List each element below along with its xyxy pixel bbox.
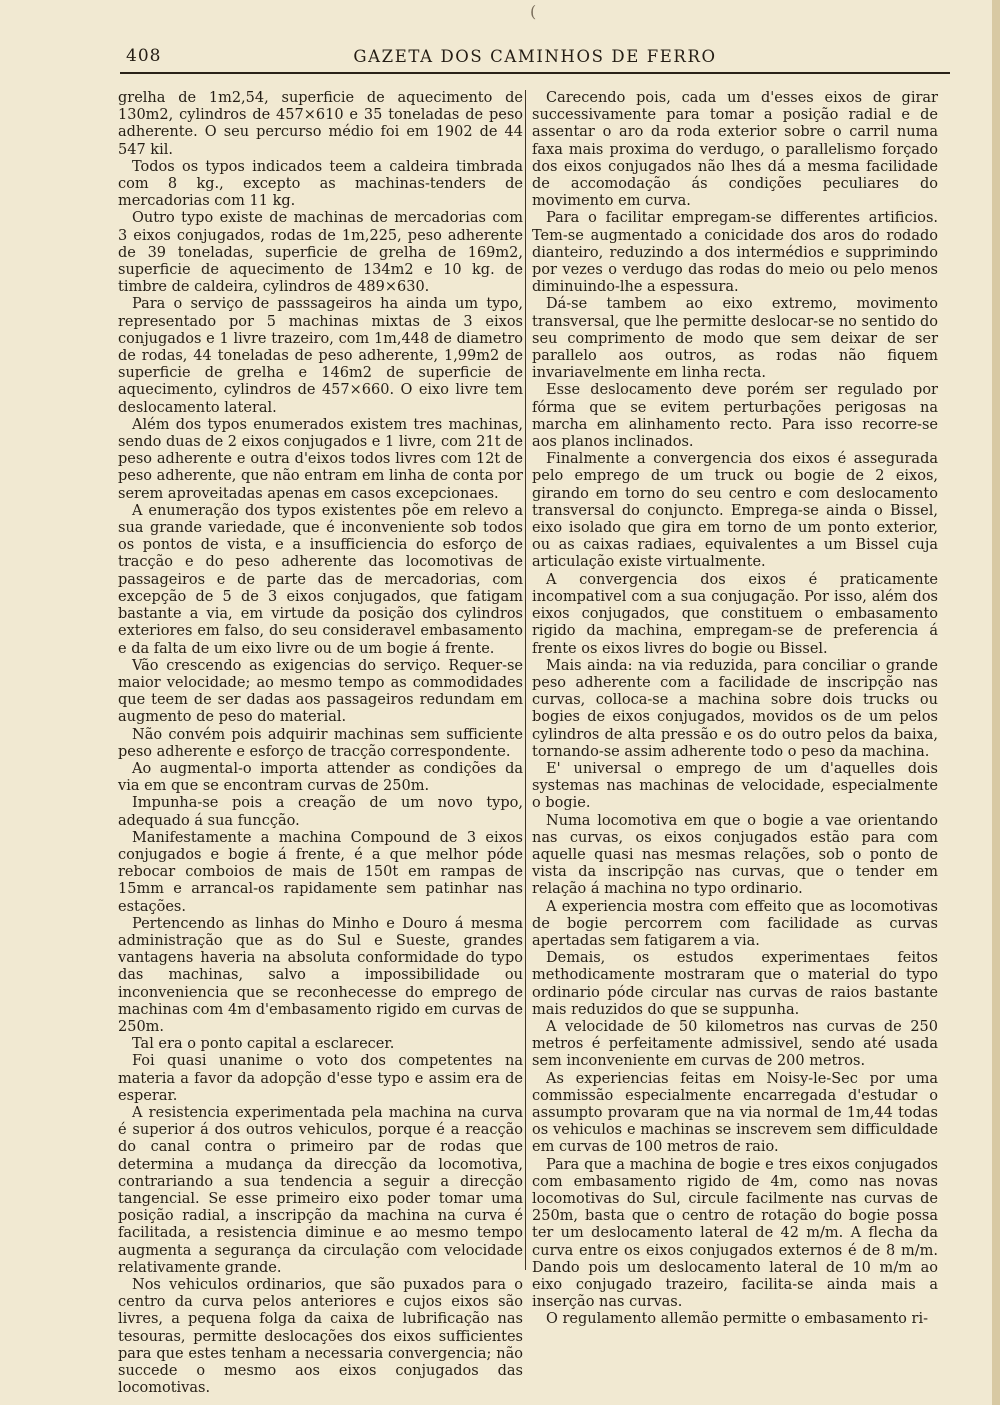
paragraph: grelha de 1m2,54, superficie de aquecimento de 130m2, cylindros de 457×610 e 35 toneladas de peso adherente. O seu percurso médio foi em 1902 de 44 547 kil. xyxy=(118,90,523,158)
paragraph: Pertencendo as linhas do Minho e Douro á mesma administração que as do Sul e Sueste, grandes vantagens haveria na absoluta conformidade do typo das machinas, salvo a impossibilidade ou inconveniencia que se reconhecesse do emprego de machinas com 4m d'embasamento rigido em curvas de 250m. xyxy=(118,915,523,1035)
paragraph: Foi quasi unanime o voto dos competentes na materia a favor da adopção d'esse typo e assim era de esperar. xyxy=(118,1053,523,1104)
paragraph: Vão crescendo as exigencias do serviço. Requer-se maior velocidade; ao mesmo tempo as commodidades que teem de ser dadas aos passageiros redundam em augmento de peso do material. xyxy=(118,657,523,726)
paragraph: Outro typo existe de machinas de mercadorias com 3 eixos conjugados, rodas de 1m,225, peso adherente de 39 toneladas, superficie de grelha de 169m2, superficie de aquecimento de 134m2 e 10 kg. de timbre de caldeira, cylindros de 489×630. xyxy=(118,210,523,296)
column-divider xyxy=(525,90,526,1270)
paragraph: As experiencias feitas em Noisy-le-Sec por uma commissão especialmente encarregada d'estudar o assumpto provaram que na via normal de 1m,44 todas os vehiculos e machinas se inscrevem sem difficuldade em curvas de 100 metros de raio. xyxy=(532,1070,938,1156)
paragraph: Dá-se tambem ao eixo extremo, movimento transversal, que lhe permitte deslocar-se no sentido do seu comprimento de modo que sem deixar de ser parallelo aos outros, as rodas não fiquem invariavelmente em linha recta. xyxy=(532,296,938,382)
paragraph: Para que a machina de bogie e tres eixos conjugados com embasamento rigido de 4m, como nas novas locomotivas do Sul, circule facilmente nas curvas de 250m, basta que o centro de rotação do bogie possa ter um deslocamento lateral de 42 m/m. A flecha da curva entre os eixos conjugados externos é de 8 m/m. Dando pois um deslocamento lateral de 10 m/m ao eixo conjugado trazeiro, facilita-se ainda mais a inserção nas curvas. xyxy=(532,1156,938,1311)
paragraph: E' universal o emprego de um d'aquelles dois systemas nas machinas de velocidade, especialmente o bogie. xyxy=(532,760,938,812)
paragraph: Impunha-se pois a creação de um novo typo, adequado á sua funcção. xyxy=(118,795,523,829)
paragraph: Manifestamente a machina Compound de 3 eixos conjugados e bogie á frente, é a que melhor póde rebocar comboios de mais de 150t em rampas de 15mm e arrancal-os rapidamente sem patinhar nas estações. xyxy=(118,829,523,915)
binding-mark: ( xyxy=(530,2,537,21)
paragraph: Carecendo pois, cada um d'esses eixos de girar successivamente para tomar a posição radial e de assentar o aro da roda exterior sobre o carril numa faxa mais proxima do verdugo, o parallelismo forçado dos eixos conjugados não lhes dá a mesma facilidade de accomodação ás condições peculiares do movimento em curva. xyxy=(532,90,938,210)
paragraph: A velocidade de 50 kilometros nas curvas de 250 metros é perfeitamente admissivel, sendo até usada sem inconveniente em curvas de 200 metros. xyxy=(532,1018,938,1070)
publication-title: GAZETA DOS CAMINHOS DE FERRO xyxy=(353,47,717,66)
paragraph: Finalmente a convergencia dos eixos é assegurada pelo emprego de um truck ou bogie de 2 eixos, girando em torno do seu centro e com deslocamento transversal do conjuncto. Emprega-se ainda o Bissel, eixo isolado que gira em torno de um ponto exterior, ou as caixas radiaes, equivalentes a um Bissel cuja articulação existe virtualmente. xyxy=(532,451,938,571)
paragraph: A resistencia experimentada pela machina na curva é superior á dos outros vehiculos, porque é a reacção do canal contra o primeiro par de rodas que determina a mudança da direcção da locomotiva, contrariando a sua tendencia a seguir a direcção tangencial. Se esse primeiro eixo poder tomar uma posição radial, a inscripção da machina na curva é facilitada, a resistencia diminue e ao mesmo tempo augmenta a segurança da circulação com velocidade relativamente grande. xyxy=(118,1104,523,1276)
paragraph: A experiencia mostra com effeito que as locomotivas de bogie percorrem com facilidade as curvas apertadas sem fatigarem a via. xyxy=(532,898,938,949)
paragraph: Para o facilitar empregam-se differentes artificios. Tem-se augmentado a conicidade dos aros do rodado dianteiro, reduzindo a dos intermédios e supprimindo por vezes o verdugo das rodas do meio ou pelo menos diminuindo-lhe a espessura. xyxy=(532,210,938,296)
right-column xyxy=(532,90,938,1329)
header-rule xyxy=(120,72,950,74)
paragraph: Para o serviço de passsageiros ha ainda um typo, representado por 5 machinas mixtas de 3 eixos conjugados e 1 livre trazeiro, com 1m,448 de diametro de rodas, 44 toneladas de peso adherente, 1,99m2 de superficie de grelha e 146m2 de superficie de aquecimento, cylindros de 457×660. O eixo livre tem deslocamento lateral. xyxy=(118,296,523,416)
paragraph: Mais ainda: na via reduzida, para conciliar o grande peso adherente com a facilidade de inscripção nas curvas, colloca-se a machina sobre dois trucks ou bogies de eixos conjugados, movidos os de um pelos cylindros de alta pressão e os do outro pelos da baixa, tornando-se assim adherente todo o peso da machina. xyxy=(532,657,938,760)
paragraph: Esse deslocamento deve porém ser regulado por fórma que se evitem perturbações perigosas na marcha em alinhamento recto. Para isso recorre-se aos planos inclinados. xyxy=(532,382,938,451)
paragraph: Demais, os estudos experimentaes feitos methodicamente mostraram que o material do typo ordinario póde circular nas curvas de raios bastante mais reduzidos do que se suppunha. xyxy=(532,950,938,1018)
running-header xyxy=(120,42,950,72)
paragraph: Não convém pois adquirir machinas sem sufficiente peso adherente e esforço de tracção correspondente. xyxy=(118,726,523,760)
paragraph: Tal era o ponto capital a esclarecer. xyxy=(132,1036,395,1053)
page-number: 408 xyxy=(126,46,162,66)
paragraph: Nos vehiculos ordinarios, que são puxados para o centro da curva pelos anteriores e cujos eixos são livres, a pequena folga da caixa de lubrificação nas tesouras, permitte deslocações dos eixos sufficientes para que estes tenham a necessaria convergencia; não succede o mesmo aos eixos conjugados das locomotivas. xyxy=(118,1277,523,1397)
paragraph: Todos os typos indicados teem a caldeira timbrada com 8 kg., excepto as machinas-tenders de mercadorias com 11 kg. xyxy=(118,158,523,210)
left-column xyxy=(118,90,523,1397)
paragraph: A convergencia dos eixos é praticamente incompativel com a sua conjugação. Por isso, além dos eixos conjugados, que constituem o embasamento rigido da machina, empregam-se de preferencia á frente os eixos livres do bogie ou Bissel. xyxy=(532,571,938,657)
paragraph: O regulamento allemão permitte o embasamento ri- xyxy=(546,1311,928,1328)
paragraph: Além dos typos enumerados existem tres machinas, sendo duas de 2 eixos conjugados e 1 livre, com 21t de peso adherente e outra d'eixos todos livres com 12t de peso adherente, que não entram em linha de conta por serem aproveitadas apenas em casos excepcionaes. xyxy=(118,416,523,502)
paragraph: Ao augmental-o importa attender as condições da via em que se encontram curvas de 250m. xyxy=(118,760,523,795)
page-edge xyxy=(992,0,1000,1405)
paragraph: A enumeração dos typos existentes põe em relevo a sua grande variedade, que é inconveniente sob todos os pontos de vista, e a insufficiencia do esforço de tracção e do peso adherente das locomotivas de passageiros e de parte das de mercadorias, com excepção de 5 de 3 eixos conjugados, que fatigam bastante a via, em virtude da posição dos cylindros exteriores em falso, do seu consideravel embasamento e da falta de um eixo livre ou de um bogie á frente. xyxy=(118,502,523,657)
paragraph: Numa locomotiva em que o bogie a vae orientando nas curvas, os eixos conjugados estão para com aquelle quasi nas mesmas relações, sob o ponto de vista da inscripção nas curvas, que o tender em relação á machina no typo ordinario. xyxy=(532,812,938,898)
